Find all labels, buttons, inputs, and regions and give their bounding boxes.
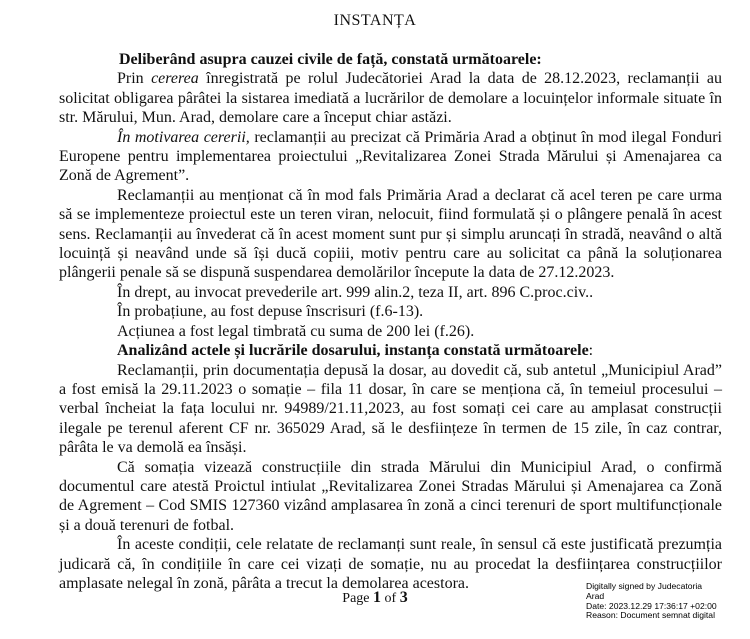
signature-signer-city: Arad <box>586 590 605 601</box>
digital-signature-block <box>586 582 717 621</box>
section-heading-deliberation: Deliberând asupra cauzei civile de față, constată următoarele: <box>119 51 542 68</box>
paragraph-legal-basis: În drept, au invocat prevederile art. 999 alin.2, teza II, art. 896 C.proc.civ.. <box>117 283 594 301</box>
signature-signed-by: Digitally signed by Judecatoria <box>586 581 703 591</box>
section-heading-analysis-text: Analizând actele și lucrările dosarului, instanța constată următoarele <box>117 342 589 360</box>
paragraph-claims: Reclamanții au menționat că în mod fals Primăria Arad a declarat că acel teren pe care urma să se implementeze proiectul este un teren viran, nelocuit, fiind formulată și o plângere penală în acest sens. Reclamanții au învederat că în acest moment sunt pur și simplu aruncați în stradă, neavând o altă locuință și neavând unde să își ducă copiii, motiv pentru care au solicitat ca până la soluționarea plângerii penale să se dispună suspendarea demolărilor începute la data de 27.12.2023. <box>59 186 722 282</box>
paragraph-request-text: înregistrată pe rolul Judecătoriei Arad la data de 28.12.2023, reclamanții au solicitat obligarea pârâtei la sistarea imediată a lucrărilor de demolare a locuințelor informale situate în str. Mărului, Mun. Arad, demolare care a început chiar astăzi. <box>59 70 723 127</box>
signature-date: Date: 2023.12.29 17:36:17 +02:00 <box>586 600 717 611</box>
page-of-label: of <box>384 591 397 606</box>
paragraph-request-prefix: Prin <box>117 70 152 88</box>
section-heading-analysis <box>59 341 722 360</box>
document-body <box>59 50 722 593</box>
paragraph-stamp-duty: Acțiunea a fost legal timbrată cu suma de 200 lei (f.26). <box>117 322 475 340</box>
paragraph-request <box>59 69 722 127</box>
paragraph-evidence: În probațiune, au fost depuse înscrisuri (f.6-13). <box>117 303 424 321</box>
paragraph-motivation-text: reclamanții au precizat că Primăria Arad a obținut în mod ilegal Fonduri Europene pentru implementarea proiectului „Revitalizarea Zonei Strada Mărului și Amenajarea ca Zonă de Agrement”. <box>59 128 722 185</box>
page-current: 1 <box>373 589 382 606</box>
paragraph-motivation <box>59 128 722 186</box>
section-heading-analysis-colon: : <box>588 342 594 360</box>
paragraph-summons: Că somația vizează construcțiile din strada Mărului din Municipiul Arad, o confirmă documentul care atestă Proictul intiulat „Revitalizarea Zonei Stradas Mărului și Amenajarea ca Zonă de Agrement – Cod SMIS 127360 vizând amplasarea în zonă a cinci terenuri de sport multifuncționale și a două terenuri de fotbal. <box>59 458 722 534</box>
paragraph-request-emphasis: cererea <box>151 70 199 88</box>
page-total: 3 <box>399 589 408 606</box>
document-title: INSTANȚA <box>333 12 417 29</box>
page-label: Page <box>342 591 370 606</box>
paragraph-conclusion: În aceste condiții, cele relatate de reclamanți sunt reale, în sensul că este justificată prezumția judicară că, în condițiile în care cei vizați de somație, nu au procedat la desființarea construcțiilor amplasate nelegal în zonă, pârâta a trecut la demolarea acestora. <box>59 536 722 592</box>
paragraph-motivation-emphasis: În motivarea cererii, <box>117 128 250 146</box>
signature-reason: Reason: Document semnat digital <box>586 610 715 621</box>
paragraph-documentation: Reclamanții, prin documentația depusă la dosar, au dovedit că, sub antetul „Municipiul Arad” a fost emisă la 29.11.2023 o somație – fila 11 dosar, în care se menționa că, în temeiul procesului – verbal încheiat la fața locului nr. 94989/21.11,2023, au fost somați cei care au amplasat construcții ilegale pe terenul aferent CF nr. 365029 Arad, să le desființeze în termen de 15 zile, în caz contrar, pârâta le va demolă ea însăși. <box>59 361 722 457</box>
